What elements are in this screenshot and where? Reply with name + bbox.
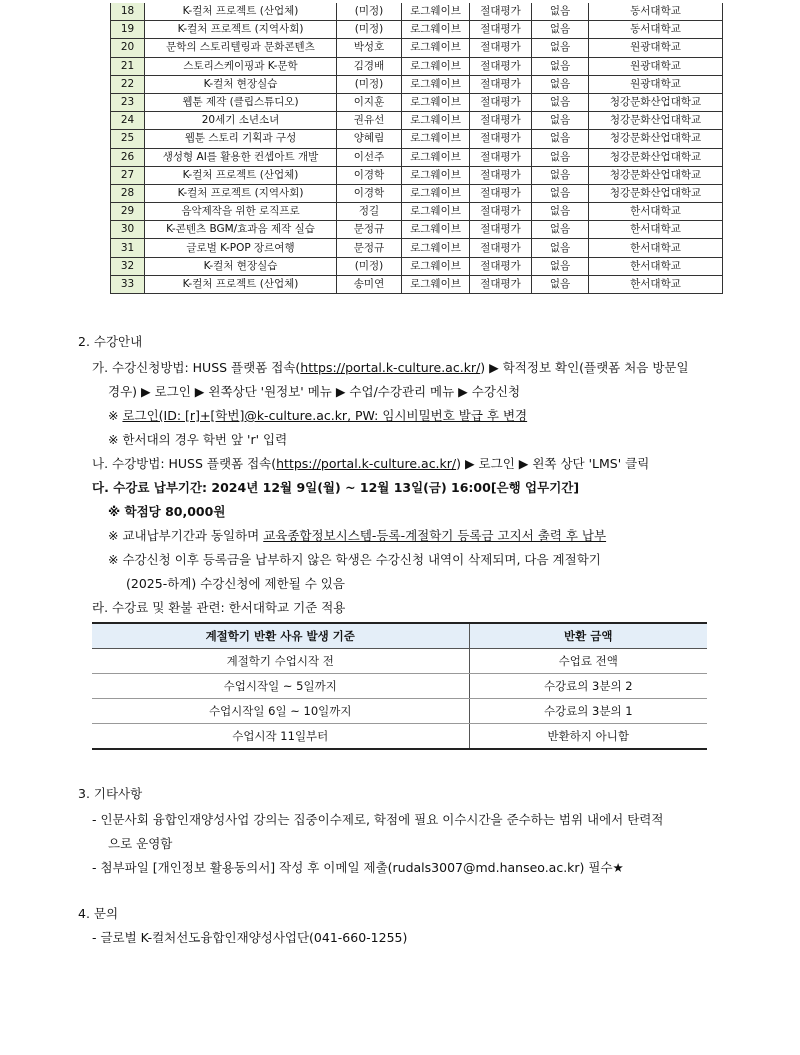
course-instructor: 양혜림 (337, 130, 402, 148)
course-school: 청강문화산업대학교 (589, 130, 723, 148)
course-title: K-컬처 현장실습 (145, 257, 337, 275)
warning-line1: ※ 수강신청 이후 등록금을 납부하지 않은 학생은 수강신청 내역이 삭제되며, 다음 계절학기 (108, 552, 601, 567)
refund-row: 수업시작일 ~ 5일까지 수강료의 3분의 2 (92, 674, 707, 699)
course-row (111, 75, 723, 93)
study-method-line: 나. 수강방법: HUSS 플랫폼 접속(https://portal.k-culture.ac.kr/) ▶ 로그인 ▶ 왼쪽 상단 'LMS' 클릭 (92, 456, 650, 471)
course-title: 글로벌 K-POP 장르여행 (145, 239, 337, 257)
refund-header-criteria: 계절학기 반환 사유 발생 기준 (92, 623, 469, 649)
course-row (111, 130, 723, 148)
course-no: 20 (111, 39, 145, 57)
course-table (110, 3, 723, 294)
course-school: 원광대학교 (589, 39, 723, 57)
course-instructor: 문정규 (337, 221, 402, 239)
course-prereq: 없음 (532, 21, 589, 39)
course-instructor: 이지훈 (337, 93, 402, 111)
course-no: 31 (111, 239, 145, 257)
course-school: 청강문화산업대학교 (589, 148, 723, 166)
course-grading: 절대평가 (470, 57, 532, 75)
course-grading: 절대평가 (470, 39, 532, 57)
course-platform: 로그웨이브 (402, 184, 470, 202)
course-title: 웹툰 스토리 기획과 구성 (145, 130, 337, 148)
course-row (111, 3, 723, 21)
course-grading: 절대평가 (470, 21, 532, 39)
course-no: 29 (111, 203, 145, 221)
course-title: 스토리스케이핑과 K-문학 (145, 57, 337, 75)
course-grading: 절대평가 (470, 257, 532, 275)
course-row (111, 39, 723, 57)
course-no: 27 (111, 166, 145, 184)
course-no: 28 (111, 184, 145, 202)
course-platform: 로그웨이브 (402, 112, 470, 130)
course-instructor: 이경학 (337, 184, 402, 202)
course-title: 생성형 AI를 활용한 컨셉아트 개발 (145, 148, 337, 166)
course-grading: 절대평가 (470, 221, 532, 239)
course-platform: 로그웨이브 (402, 93, 470, 111)
course-school: 한서대학교 (589, 257, 723, 275)
refund-header-amount: 반환 금액 (469, 623, 707, 649)
course-school: 한서대학교 (589, 203, 723, 221)
course-prereq: 없음 (532, 184, 589, 202)
other-item1-line1: - 인문사회 융합인재양성사업 강의는 집중이수제로, 학점에 필요 이수시간을 준수하는 범위 내에서 탄력적 (92, 812, 664, 827)
course-platform: 로그웨이브 (402, 57, 470, 75)
course-no: 24 (111, 112, 145, 130)
course-grading: 절대평가 (470, 130, 532, 148)
other-item2: - 첨부파일 [개인정보 활용동의서] 작성 후 이메일 제출(rudals3007@md.hanseo.ac.kr) 필수★ (92, 860, 624, 875)
course-no: 22 (111, 75, 145, 93)
course-row (111, 275, 723, 293)
course-title: K-컬처 현장실습 (145, 75, 337, 93)
other-item1-line2: 으로 운영함 (108, 836, 173, 851)
course-no: 25 (111, 130, 145, 148)
course-prereq: 없음 (532, 93, 589, 111)
course-instructor: (미정) (337, 3, 402, 21)
course-no: 33 (111, 275, 145, 293)
course-grading: 절대평가 (470, 239, 532, 257)
course-title: 음악제작을 위한 로직프로 (145, 203, 337, 221)
course-no: 32 (111, 257, 145, 275)
fee-per-credit: ※ 학점당 80,000원 (108, 504, 226, 519)
course-prereq: 없음 (532, 57, 589, 75)
refund-row: 수업시작일 6일 ~ 10일까지 수강료의 3분의 1 (92, 699, 707, 724)
course-row (111, 239, 723, 257)
enroll-method-cont: 경우) ▶ 로그인 ▶ 왼쪽상단 '원정보' 메뉴 ▶ 수업/수강관리 메뉴 ▶ 수강신청 (108, 384, 521, 399)
course-grading: 절대평가 (470, 148, 532, 166)
course-school: 청강문화산업대학교 (589, 184, 723, 202)
course-platform: 로그웨이브 (402, 257, 470, 275)
course-title: 문학의 스토리텔링과 문화콘텐츠 (145, 39, 337, 57)
payment-period: 다. 수강료 납부기간: 2024년 12월 9일(월) ~ 12월 13일(금) 16:00[은행 업무기간] (92, 480, 580, 495)
course-instructor: 문정규 (337, 239, 402, 257)
course-grading: 절대평가 (470, 93, 532, 111)
course-platform: 로그웨이브 (402, 3, 470, 21)
course-row (111, 57, 723, 75)
course-no: 23 (111, 93, 145, 111)
course-platform: 로그웨이브 (402, 239, 470, 257)
portal-link[interactable]: https://portal.k-culture.ac.kr/ (300, 360, 481, 375)
payment-note: ※ 교내납부기간과 동일하며 교육종합정보시스템-등록-계절학기 등록금 고지서 출력 후 납부 (108, 528, 607, 543)
course-grading: 절대평가 (470, 75, 532, 93)
course-no: 21 (111, 57, 145, 75)
section3-heading: 3. 기타사항 (78, 786, 143, 801)
course-prereq: 없음 (532, 3, 589, 21)
course-row (111, 93, 723, 111)
course-platform: 로그웨이브 (402, 221, 470, 239)
course-instructor: 박성호 (337, 39, 402, 57)
warning-line2: (2025-하계) 수강신청에 제한될 수 있음 (126, 576, 345, 591)
course-platform: 로그웨이브 (402, 203, 470, 221)
course-row (111, 112, 723, 130)
course-row (111, 21, 723, 39)
course-school: 한서대학교 (589, 275, 723, 293)
section2-heading: 2. 수강안내 (78, 334, 143, 349)
course-school: 청강문화산업대학교 (589, 93, 723, 111)
refund-table (92, 622, 707, 750)
course-prereq: 없음 (532, 203, 589, 221)
course-instructor: 이경학 (337, 166, 402, 184)
refund-row: 계절학기 수업시작 전 수업료 전액 (92, 649, 707, 674)
course-school: 원광대학교 (589, 75, 723, 93)
course-no: 30 (111, 221, 145, 239)
course-title: K-컬처 프로젝트 (산업체) (145, 3, 337, 21)
course-instructor: (미정) (337, 75, 402, 93)
course-school: 청강문화산업대학교 (589, 166, 723, 184)
course-prereq: 없음 (532, 130, 589, 148)
course-prereq: 없음 (532, 275, 589, 293)
course-instructor: (미정) (337, 257, 402, 275)
course-prereq: 없음 (532, 148, 589, 166)
course-row (111, 257, 723, 275)
course-instructor: 정길 (337, 203, 402, 221)
course-platform: 로그웨이브 (402, 75, 470, 93)
hanseo-note: ※ 한서대의 경우 학번 앞 'r' 입력 (108, 432, 288, 447)
course-instructor: 이선주 (337, 148, 402, 166)
course-school: 원광대학교 (589, 57, 723, 75)
course-row (111, 203, 723, 221)
course-title: 웹툰 제작 (클립스튜디오) (145, 93, 337, 111)
course-no: 19 (111, 21, 145, 39)
course-row (111, 148, 723, 166)
enroll-method-line: 가. 수강신청방법: HUSS 플랫폼 접속(https://portal.k-culture.ac.kr/) ▶ 학적정보 확인(플랫폼 처음 방문일 (92, 360, 689, 375)
course-prereq: 없음 (532, 75, 589, 93)
course-no: 18 (111, 3, 145, 21)
refund-row: 수업시작 11일부터 반환하지 아니함 (92, 724, 707, 750)
course-instructor: 김경배 (337, 57, 402, 75)
course-school: 한서대학교 (589, 239, 723, 257)
course-title: K-콘텐츠 BGM/효과음 제작 실습 (145, 221, 337, 239)
course-school: 동서대학교 (589, 3, 723, 21)
course-grading: 절대평가 (470, 275, 532, 293)
course-instructor: (미정) (337, 21, 402, 39)
course-platform: 로그웨이브 (402, 21, 470, 39)
course-prereq: 없음 (532, 39, 589, 57)
refund-policy-line: 라. 수강료 및 환불 관련: 한서대학교 기준 적용 (92, 600, 346, 615)
course-platform: 로그웨이브 (402, 39, 470, 57)
contact-line: - 글로벌 K-컬처선도융합인재양성사업단(041-660-1255) (92, 930, 408, 945)
course-no: 26 (111, 148, 145, 166)
course-grading: 절대평가 (470, 203, 532, 221)
section4-heading: 4. 문의 (78, 906, 119, 921)
course-school: 동서대학교 (589, 21, 723, 39)
course-platform: 로그웨이브 (402, 130, 470, 148)
course-grading: 절대평가 (470, 112, 532, 130)
course-grading: 절대평가 (470, 3, 532, 21)
course-row (111, 166, 723, 184)
course-title: K-컬처 프로젝트 (산업체) (145, 166, 337, 184)
course-platform: 로그웨이브 (402, 275, 470, 293)
portal-link-2[interactable]: https://portal.k-culture.ac.kr/ (276, 456, 457, 471)
course-row (111, 184, 723, 202)
course-title: 20세기 소년소녀 (145, 112, 337, 130)
course-title: K-컬처 프로젝트 (지역사회) (145, 21, 337, 39)
course-title: K-컬처 프로젝트 (산업체) (145, 275, 337, 293)
course-instructor: 권유선 (337, 112, 402, 130)
course-prereq: 없음 (532, 221, 589, 239)
course-grading: 절대평가 (470, 184, 532, 202)
course-platform: 로그웨이브 (402, 148, 470, 166)
course-instructor: 송미연 (337, 275, 402, 293)
course-prereq: 없음 (532, 257, 589, 275)
course-prereq: 없음 (532, 112, 589, 130)
course-school: 한서대학교 (589, 221, 723, 239)
course-prereq: 없음 (532, 166, 589, 184)
course-title: K-컬처 프로젝트 (지역사회) (145, 184, 337, 202)
login-note: ※ 로그인(ID: [r]+[학번]@k-culture.ac.kr, PW: 임시비밀번호 발급 후 변경 (108, 408, 528, 423)
course-platform: 로그웨이브 (402, 166, 470, 184)
course-school: 청강문화산업대학교 (589, 112, 723, 130)
course-grading: 절대평가 (470, 166, 532, 184)
course-prereq: 없음 (532, 239, 589, 257)
course-row (111, 221, 723, 239)
